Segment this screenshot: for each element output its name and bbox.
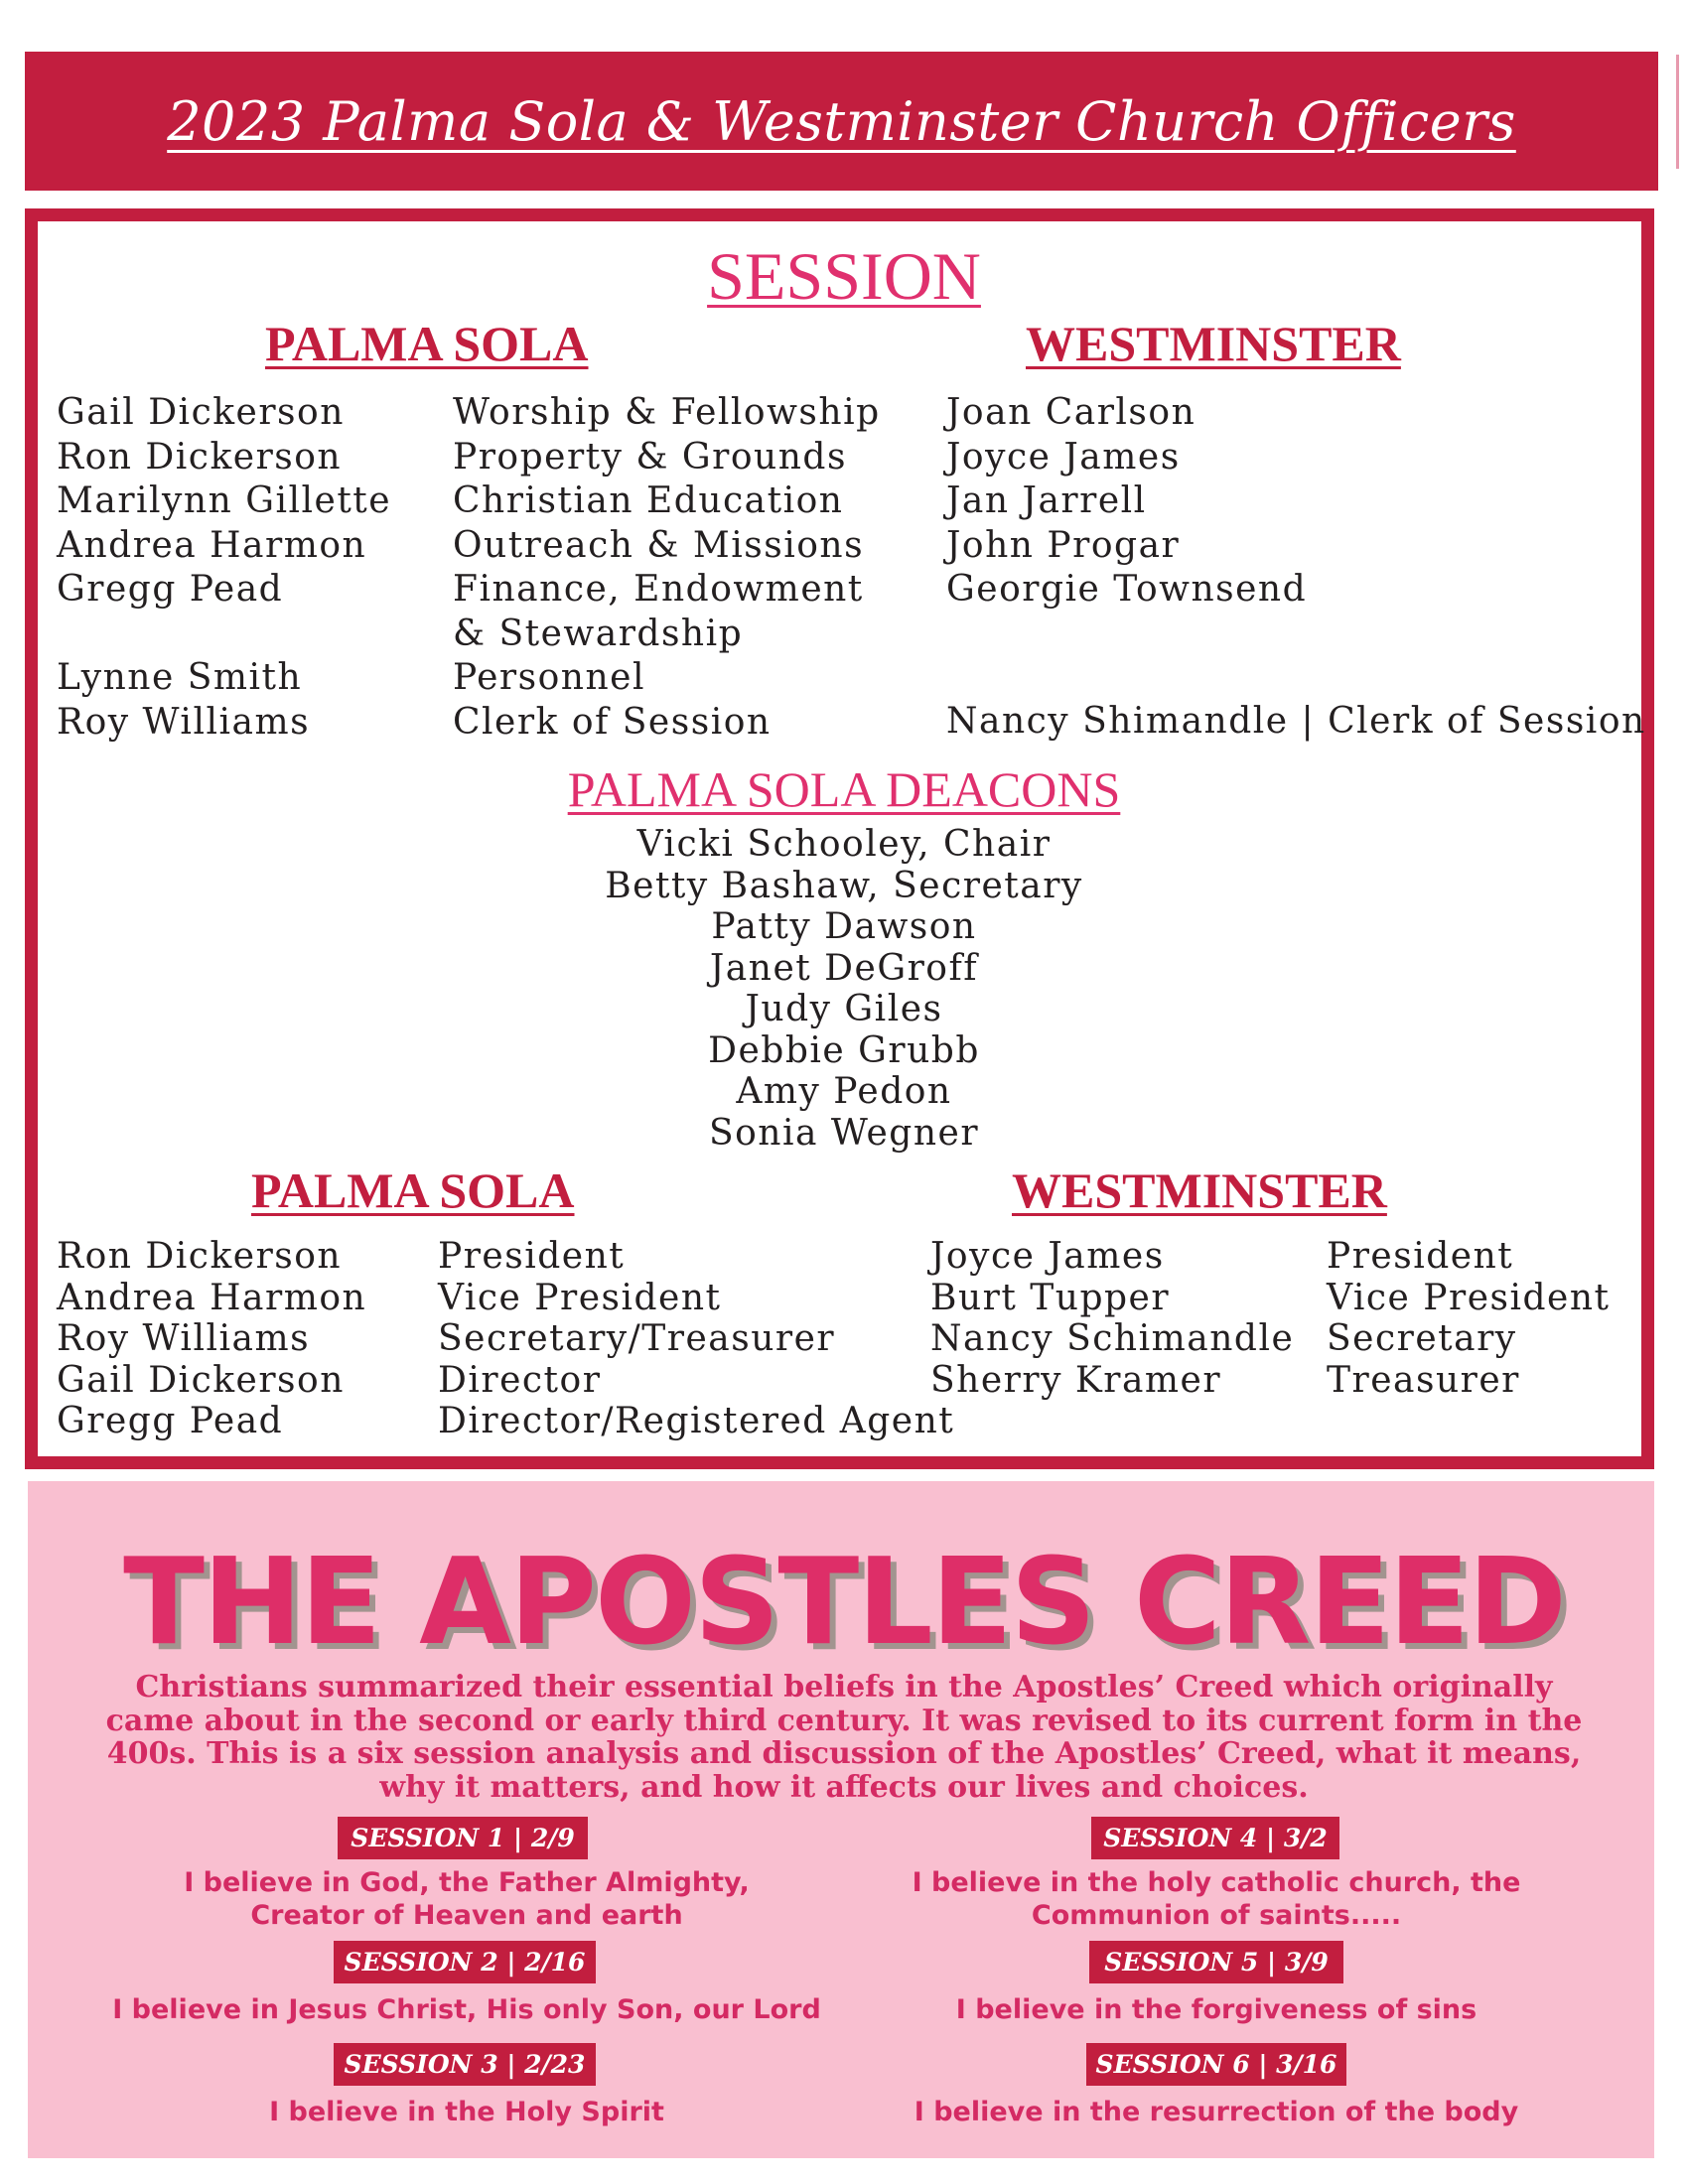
list-item: Christian Education [453,480,844,521]
session-line: Creator of Heaven and earth [250,1900,683,1931]
board-palma-sola-heading: PALMA SOLA [251,1162,575,1218]
session-1-badge: SESSION 1 | 2/9 [338,1817,588,1859]
list-item: Gregg Pead [57,569,284,610]
creed-intro [40,1671,1648,1804]
session-heading: SESSION [707,238,981,314]
list-item: Joyce James [930,1236,1165,1277]
board-westminster-names [930,1236,1294,1401]
list-item: President [438,1236,626,1277]
list-item: Janet DeGroff [709,947,979,989]
session-2-text [89,1993,844,2026]
deacons-list [0,824,1688,1154]
list-item: Treasurer [1327,1359,1520,1401]
session-3-badge: SESSION 3 | 2/23 [334,2043,596,2086]
list-item: Nancy Schimandle [930,1318,1295,1360]
list-item: President [1327,1236,1514,1277]
session-5-text [839,1993,1594,2026]
westminster-clerk: Nancy Shimandle | Clerk of Session [946,701,1646,742]
list-item: Patty Dawson [711,906,977,947]
list-item: Debbie Grubb [708,1029,980,1071]
session-palma-sola-roles [453,391,881,745]
list-item: John Progar [946,524,1181,566]
board-palma-sola-names [57,1236,366,1442]
list-item: Ron Dickerson [57,436,343,478]
list-item: Gregg Pead [57,1401,284,1442]
list-item: Andrea Harmon [57,1277,367,1318]
list-item: Vice President [1327,1277,1611,1318]
list-item: & Stewardship [453,613,744,654]
list-item: Outreach & Missions [453,524,865,566]
session-1-text [89,1866,844,1932]
list-item: Director/Registered Agent [438,1401,955,1442]
session-3-text [89,2096,844,2128]
session-palma-sola-heading: PALMA SOLA [265,316,589,371]
list-item: Jan Jarrell [946,480,1147,521]
intro-line: came about in the second or early third century. It was revised to its current form in the [105,1703,1583,1738]
session-line: I believe in the Holy Spirit [269,2097,664,2127]
list-item: Georgie Townsend [946,569,1308,610]
list-item: Personnel [453,657,645,698]
board-palma-sola-titles [438,1236,954,1442]
list-item: Gail Dickerson [57,392,345,433]
page-title: 2023 Palma Sola & Westminster Church Officers [167,89,1516,153]
list-item: Judy Giles [745,989,943,1029]
list-item: Roy Williams [57,1318,311,1360]
intro-line: 400s. This is a six session analysis and discussion of the Apostles’ Creed, what it means, [106,1736,1582,1771]
session-4-badge: SESSION 4 | 3/2 [1091,1817,1339,1859]
list-item: Clerk of Session [453,701,772,743]
session-line: I believe in the holy catholic church, the [912,1867,1521,1898]
session-line: I believe in the forgiveness of sins [955,1994,1477,2025]
session-6-text [839,2096,1594,2128]
list-item: Joyce James [946,436,1181,478]
list-item: Sherry Kramer [930,1359,1222,1401]
list-item: Burt Tupper [930,1277,1171,1318]
list-item: Lynne Smith [57,657,303,698]
session-line: I believe in the resurrection of the body [914,2097,1519,2127]
session-4-text [839,1866,1594,1932]
session-5-badge: SESSION 5 | 3/9 [1089,1941,1343,1983]
list-item: Director [438,1359,602,1401]
intro-line: Christians summarized their essential beliefs in the Apostles’ Creed which originally [135,1670,1553,1705]
list-item: Worship & Fellowship [453,392,881,433]
list-item: Property & Grounds [453,436,847,478]
list-item: Secretary/Treasurer [438,1318,836,1360]
board-westminster-titles [1327,1236,1611,1401]
board-westminster-heading: WESTMINSTER [1012,1162,1387,1218]
list-item: Finance, Endowment [453,569,864,610]
list-item: Joan Carlson [946,392,1196,433]
list-item: Secretary [1327,1318,1517,1360]
session-6-badge: SESSION 6 | 3/16 [1086,2043,1346,2086]
session-westminster-names [946,391,1307,613]
list-item: Marilynn Gillette [57,480,392,521]
edge-mark [1676,55,1679,169]
intro-line: why it matters, and how it affects our lives and choices. [379,1769,1309,1805]
list-item: Amy Pedon [736,1071,952,1112]
deacons-heading: PALMA SOLA DEACONS [567,761,1121,817]
creed-title: THE APOSTLES CREED [123,1534,1565,1672]
session-palma-sola-names [57,391,391,745]
list-item: Andrea Harmon [57,524,367,566]
session-line: I believe in Jesus Christ, His only Son, our Lord [112,1994,821,2025]
list-item: Betty Bashaw, Secretary [605,865,1083,906]
session-2-badge: SESSION 2 | 2/16 [334,1941,596,1983]
list-item [57,613,391,657]
list-item: Roy Williams [57,701,311,743]
list-item: Vicki Schooley, Chair [636,824,1052,865]
list-item: Sonia Wegner [708,1112,980,1154]
list-item: Ron Dickerson [57,1236,343,1277]
list-item: Vice President [438,1277,722,1318]
session-line: I believe in God, the Father Almighty, [184,1867,750,1898]
session-line: Communion of saints..... [1031,1900,1402,1931]
header-banner [25,52,1658,191]
list-item: Gail Dickerson [57,1359,345,1401]
session-westminster-heading: WESTMINSTER [1026,316,1401,371]
